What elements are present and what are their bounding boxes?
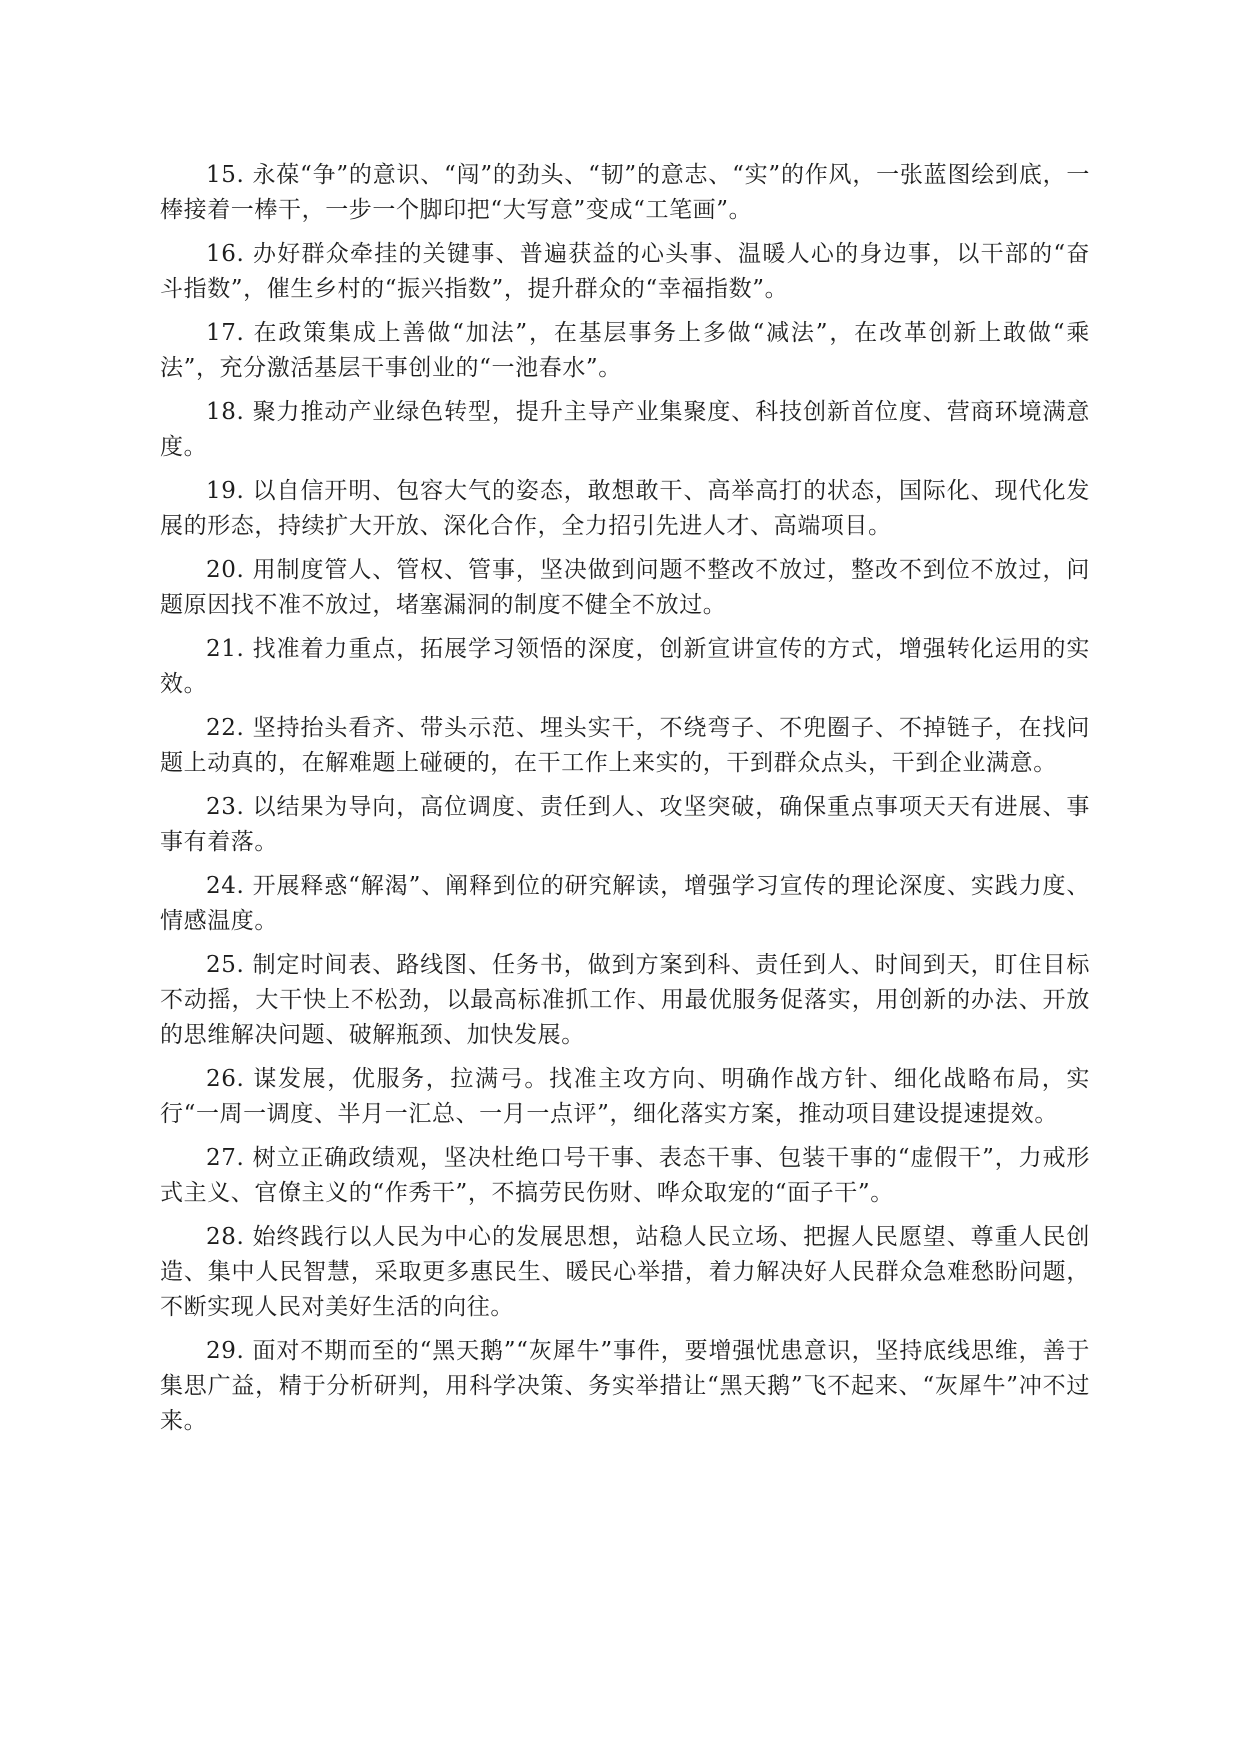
paragraph-22: 22. 坚持抬头看齐、带头示范、埋头实干，不绕弯子、不兜圈子、不掉链子，在找问题上动真的，在解难题上碰硬的，在干工作上来实的，干到群众点头，干到企业满意。 xyxy=(160,715,1090,776)
paragraph-19: 19. 以自信开明、包容大气的姿态，敢想敢干、高举高打的状态，国际化、现代化发展的形态，持续扩大开放、深化合作，全力招引先进人才、高端项目。 xyxy=(160,478,1090,539)
paragraph-26: 26. 谋发展，优服务，拉满弓。找准主攻方向、明确作战方针、细化战略布局，实行“一周一调度、半月一汇总、一月一点评”，细化落实方案，推动项目建设提速提效。 xyxy=(160,1066,1090,1127)
document-page xyxy=(160,158,1090,1448)
paragraph-15: 15. 永葆“争”的意识、“闯”的劲头、“韧”的意志、“实”的作风，一张蓝图绘到底，一棒接着一棒干，一步一个脚印把“大写意”变成“工笔画”。 xyxy=(160,162,1090,223)
paragraph-20: 20. 用制度管人、管权、管事，坚决做到问题不整改不放过，整改不到位不放过，问题原因找不准不放过，堵塞漏洞的制度不健全不放过。 xyxy=(160,557,1090,618)
paragraph-18: 18. 聚力推动产业绿色转型，提升主导产业集聚度、科技创新首位度、营商环境满意度。 xyxy=(160,399,1090,460)
paragraph-27: 27. 树立正确政绩观，坚决杜绝口号干事、表态干事、包装干事的“虚假干”，力戒形式主义、官僚主义的“作秀干”，不搞劳民伤财、哗众取宠的“面子干”。 xyxy=(160,1145,1090,1206)
paragraph-29: 29. 面对不期而至的“黑天鹅”“灰犀牛”事件，要增强忧患意识，坚持底线思维，善于集思广益，精于分析研判，用科学决策、务实举措让“黑天鹅”飞不起来、“灰犀牛”冲不过来。 xyxy=(160,1338,1090,1434)
paragraph-25: 25. 制定时间表、路线图、任务书，做到方案到科、责任到人、时间到天，盯住目标不动摇，大干快上不松劲，以最高标准抓工作、用最优服务促落实，用创新的办法、开放的思维解决问题、破解瓶颈、加快发展。 xyxy=(160,952,1090,1048)
paragraph-16: 16. 办好群众牵挂的关键事、普遍获益的心头事、温暖人心的身边事，以干部的“奋斗指数”，催生乡村的“振兴指数”，提升群众的“幸福指数”。 xyxy=(160,241,1090,302)
paragraph-28: 28. 始终践行以人民为中心的发展思想，站稳人民立场、把握人民愿望、尊重人民创造、集中人民智慧，采取更多惠民生、暖民心举措，着力解决好人民群众急难愁盼问题，不断实现人民对美好生活的向往。 xyxy=(160,1224,1090,1320)
paragraph-24: 24. 开展释惑“解渴”、阐释到位的研究解读，增强学习宣传的理论深度、实践力度、情感温度。 xyxy=(160,873,1090,934)
paragraph-17: 17. 在政策集成上善做“加法”，在基层事务上多做“减法”，在改革创新上敢做“乘法”，充分激活基层干事创业的“一池春水”。 xyxy=(160,320,1090,381)
paragraph-23: 23. 以结果为导向，高位调度、责任到人、攻坚突破，确保重点事项天天有进展、事事有着落。 xyxy=(160,794,1090,855)
paragraph-21: 21. 找准着力重点，拓展学习领悟的深度，创新宣讲宣传的方式，增强转化运用的实效。 xyxy=(160,636,1090,697)
